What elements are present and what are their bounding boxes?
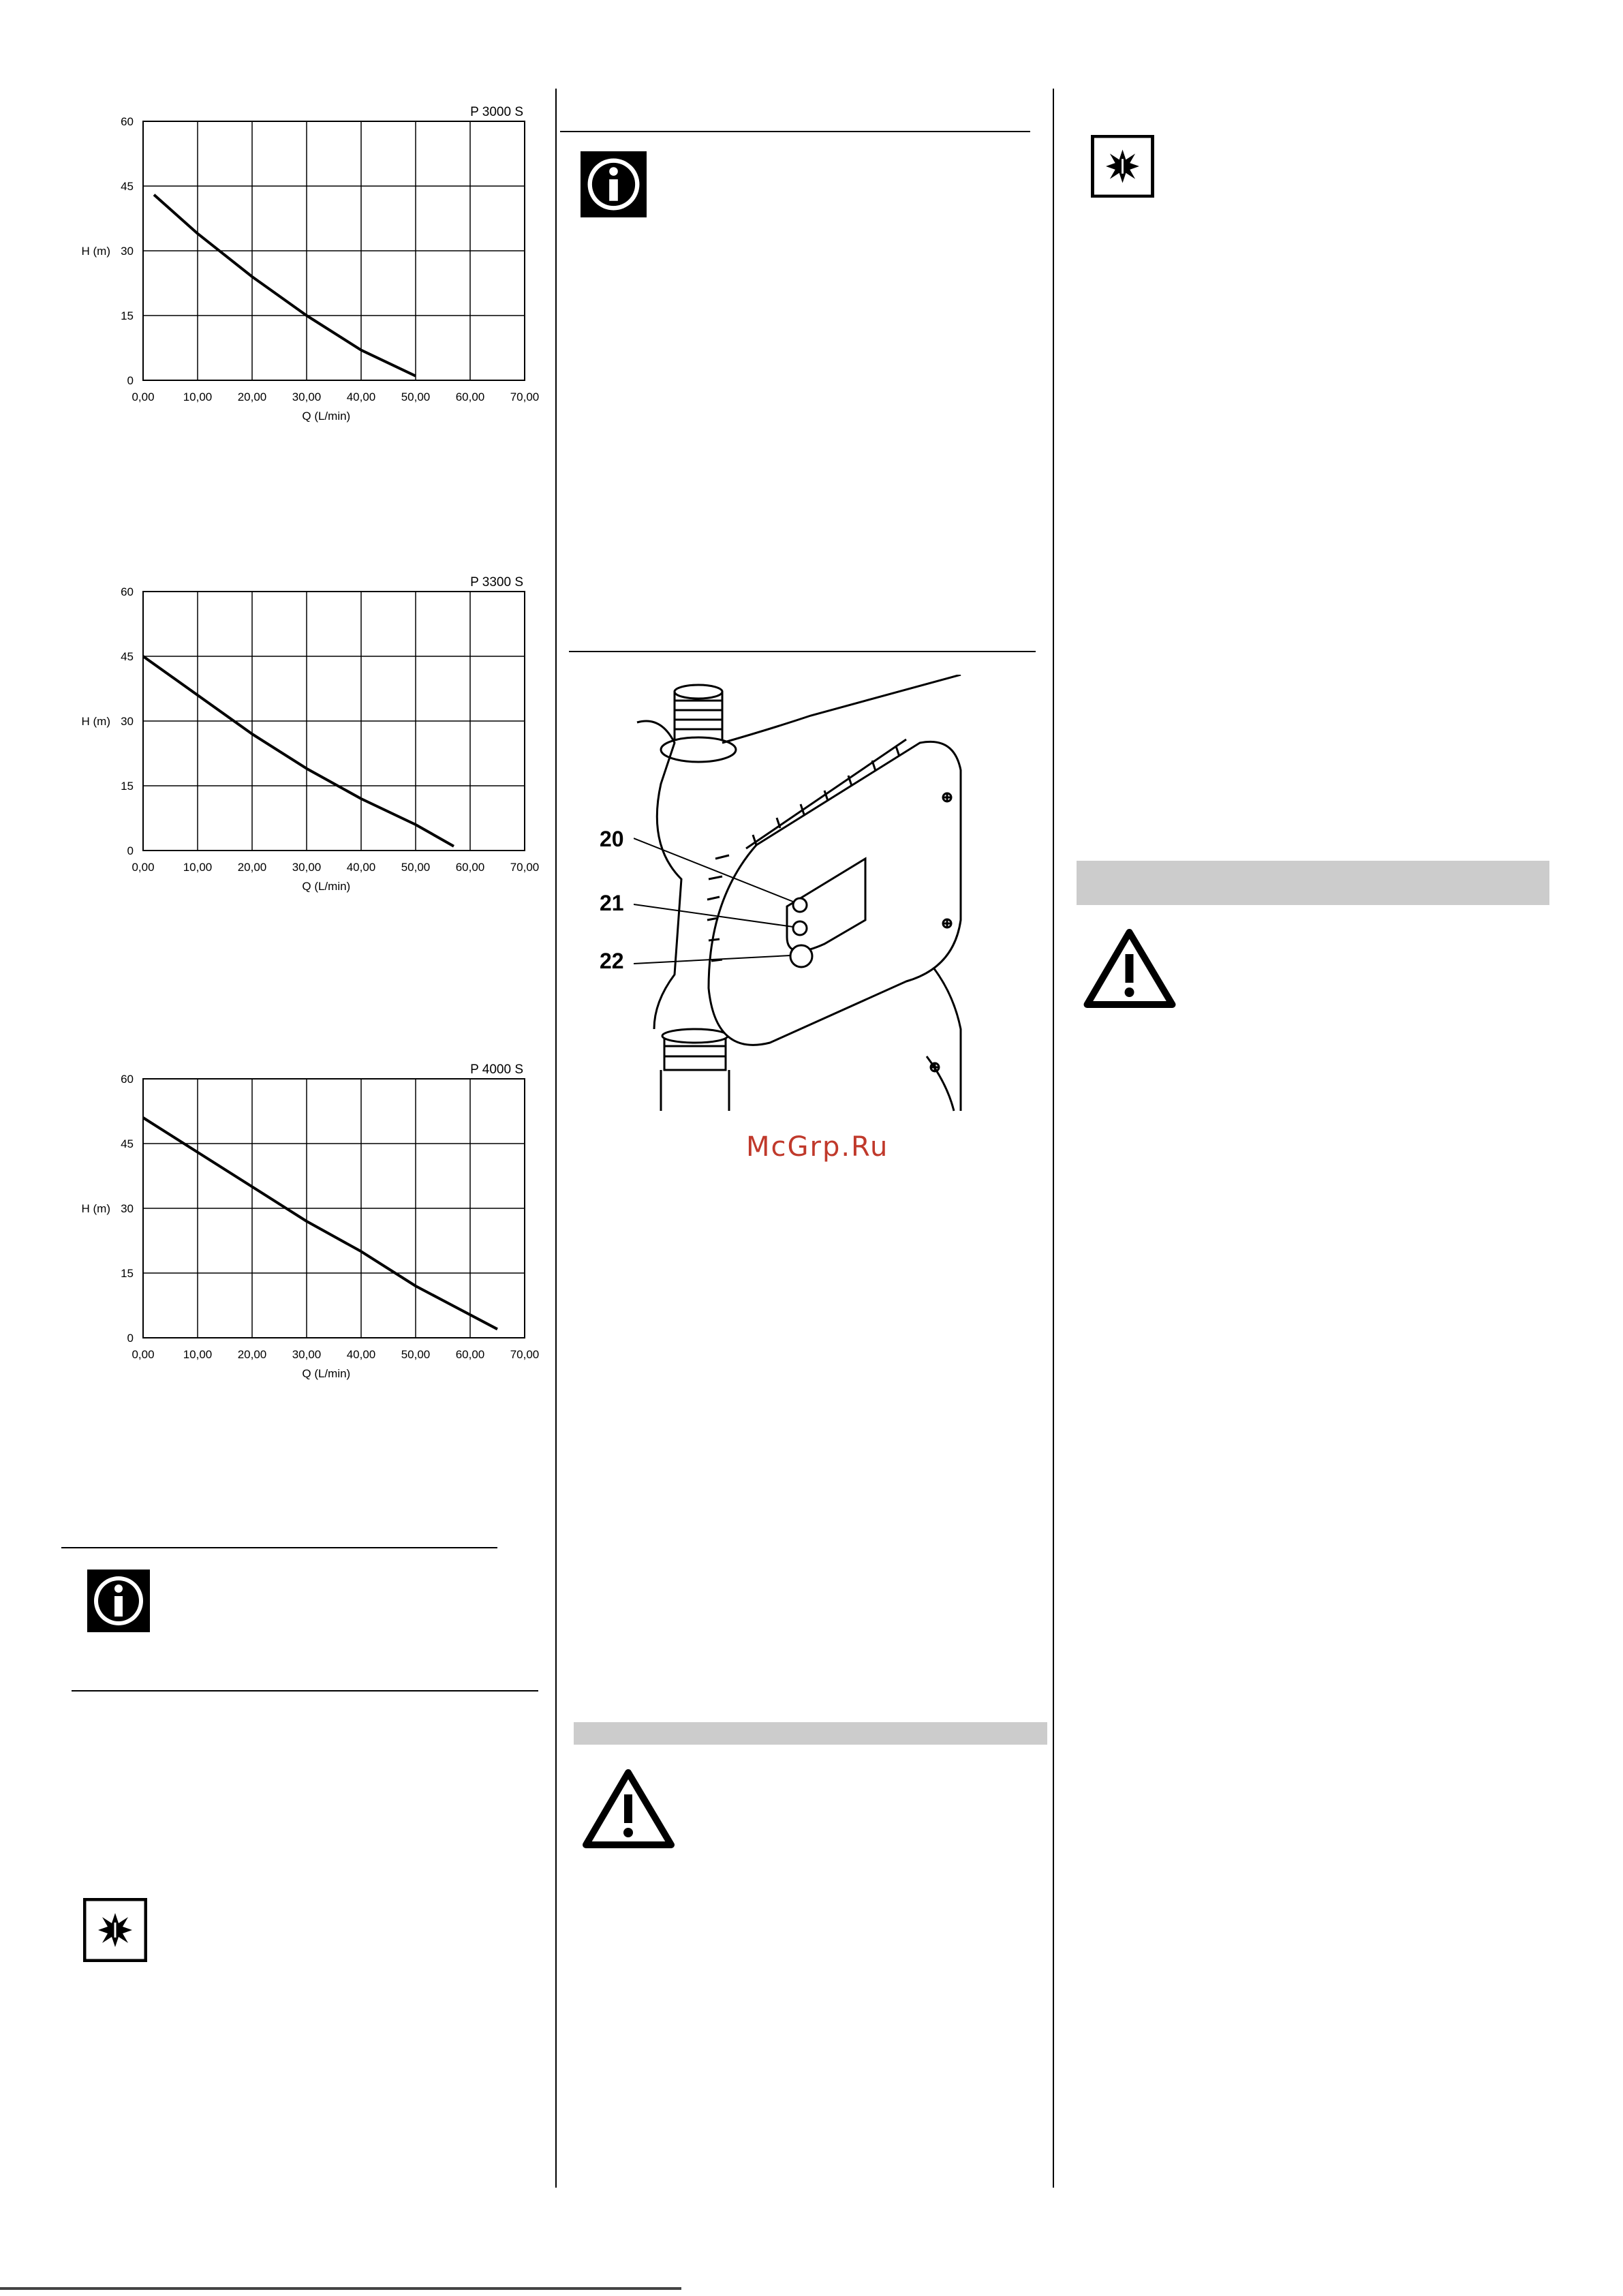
x-axis-label: Q (L/min) — [302, 880, 351, 893]
y-tick-label: 0 — [127, 374, 134, 387]
chart-title: P 4000 S — [470, 1062, 523, 1077]
y-tick-label: 60 — [121, 585, 134, 598]
y-tick-label: 60 — [121, 1073, 134, 1086]
divider — [61, 1547, 497, 1548]
x-tick-label: 40,00 — [346, 861, 376, 874]
spark-icon — [83, 1898, 147, 1962]
divider — [72, 1690, 538, 1692]
y-tick-label: 15 — [121, 1267, 134, 1280]
chart-p4000s — [68, 1060, 545, 1400]
watermark: McGrp.Ru — [746, 1131, 889, 1163]
y-tick-label: 15 — [121, 780, 134, 793]
x-tick-label: 30,00 — [292, 861, 322, 874]
x-tick-label: 0,00 — [132, 391, 155, 403]
x-tick-label: 40,00 — [346, 391, 376, 403]
info-icon — [581, 151, 647, 217]
warning-icon — [583, 1769, 675, 1849]
x-tick-label: 50,00 — [401, 391, 431, 403]
chart-p3000s — [68, 102, 545, 443]
callout-20: 20 — [600, 827, 624, 851]
x-axis-label: Q (L/min) — [302, 410, 351, 423]
x-tick-label: 70,00 — [510, 391, 540, 403]
y-tick-label: 0 — [127, 844, 134, 857]
x-tick-label: 0,00 — [132, 861, 155, 874]
x-tick-label: 20,00 — [237, 861, 267, 874]
x-tick-label: 60,00 — [455, 861, 485, 874]
y-tick-label: 45 — [121, 180, 134, 193]
y-tick-label: 15 — [121, 309, 134, 322]
x-tick-label: 50,00 — [401, 861, 431, 874]
y-tick-label: 30 — [121, 1202, 134, 1215]
column-divider-left — [555, 89, 557, 2188]
x-tick-label: 0,00 — [132, 1348, 155, 1361]
x-tick-label: 60,00 — [455, 1348, 485, 1361]
y-tick-label: 45 — [121, 650, 134, 663]
x-tick-label: 10,00 — [183, 391, 213, 403]
x-tick-label: 70,00 — [510, 861, 540, 874]
chart-title: P 3300 S — [470, 575, 523, 590]
y-tick-label: 0 — [127, 1332, 134, 1345]
y-axis-label: H (m) — [81, 1202, 110, 1215]
x-tick-label: 40,00 — [346, 1348, 376, 1361]
section-header-bar — [1077, 861, 1549, 905]
x-axis-label: Q (L/min) — [302, 1367, 351, 1380]
warning-icon — [1083, 928, 1176, 1009]
y-axis-label: H (m) — [81, 245, 110, 258]
section-header-bar — [574, 1722, 1047, 1745]
pump-control-panel-illustration — [634, 675, 981, 1124]
x-tick-label: 10,00 — [183, 1348, 213, 1361]
x-tick-label: 20,00 — [237, 1348, 267, 1361]
spark-icon — [1090, 135, 1155, 198]
y-tick-label: 45 — [121, 1137, 134, 1150]
x-tick-label: 30,00 — [292, 391, 322, 403]
divider — [569, 651, 1036, 652]
x-tick-label: 20,00 — [237, 391, 267, 403]
y-axis-label: H (m) — [81, 715, 110, 728]
x-tick-label: 10,00 — [183, 861, 213, 874]
callout-22: 22 — [600, 949, 624, 973]
callout-21: 21 — [600, 891, 624, 915]
chart-title: P 3000 S — [470, 105, 523, 119]
x-tick-label: 70,00 — [510, 1348, 540, 1361]
x-tick-label: 30,00 — [292, 1348, 322, 1361]
footer-rule — [0, 2287, 681, 2290]
y-tick-label: 30 — [121, 245, 134, 258]
y-tick-label: 60 — [121, 115, 134, 128]
info-icon — [87, 1570, 150, 1632]
x-tick-label: 50,00 — [401, 1348, 431, 1361]
divider — [560, 131, 1030, 132]
x-tick-label: 60,00 — [455, 391, 485, 403]
chart-p3300s — [68, 572, 545, 913]
y-tick-label: 30 — [121, 715, 134, 728]
column-divider-right — [1053, 89, 1054, 2188]
